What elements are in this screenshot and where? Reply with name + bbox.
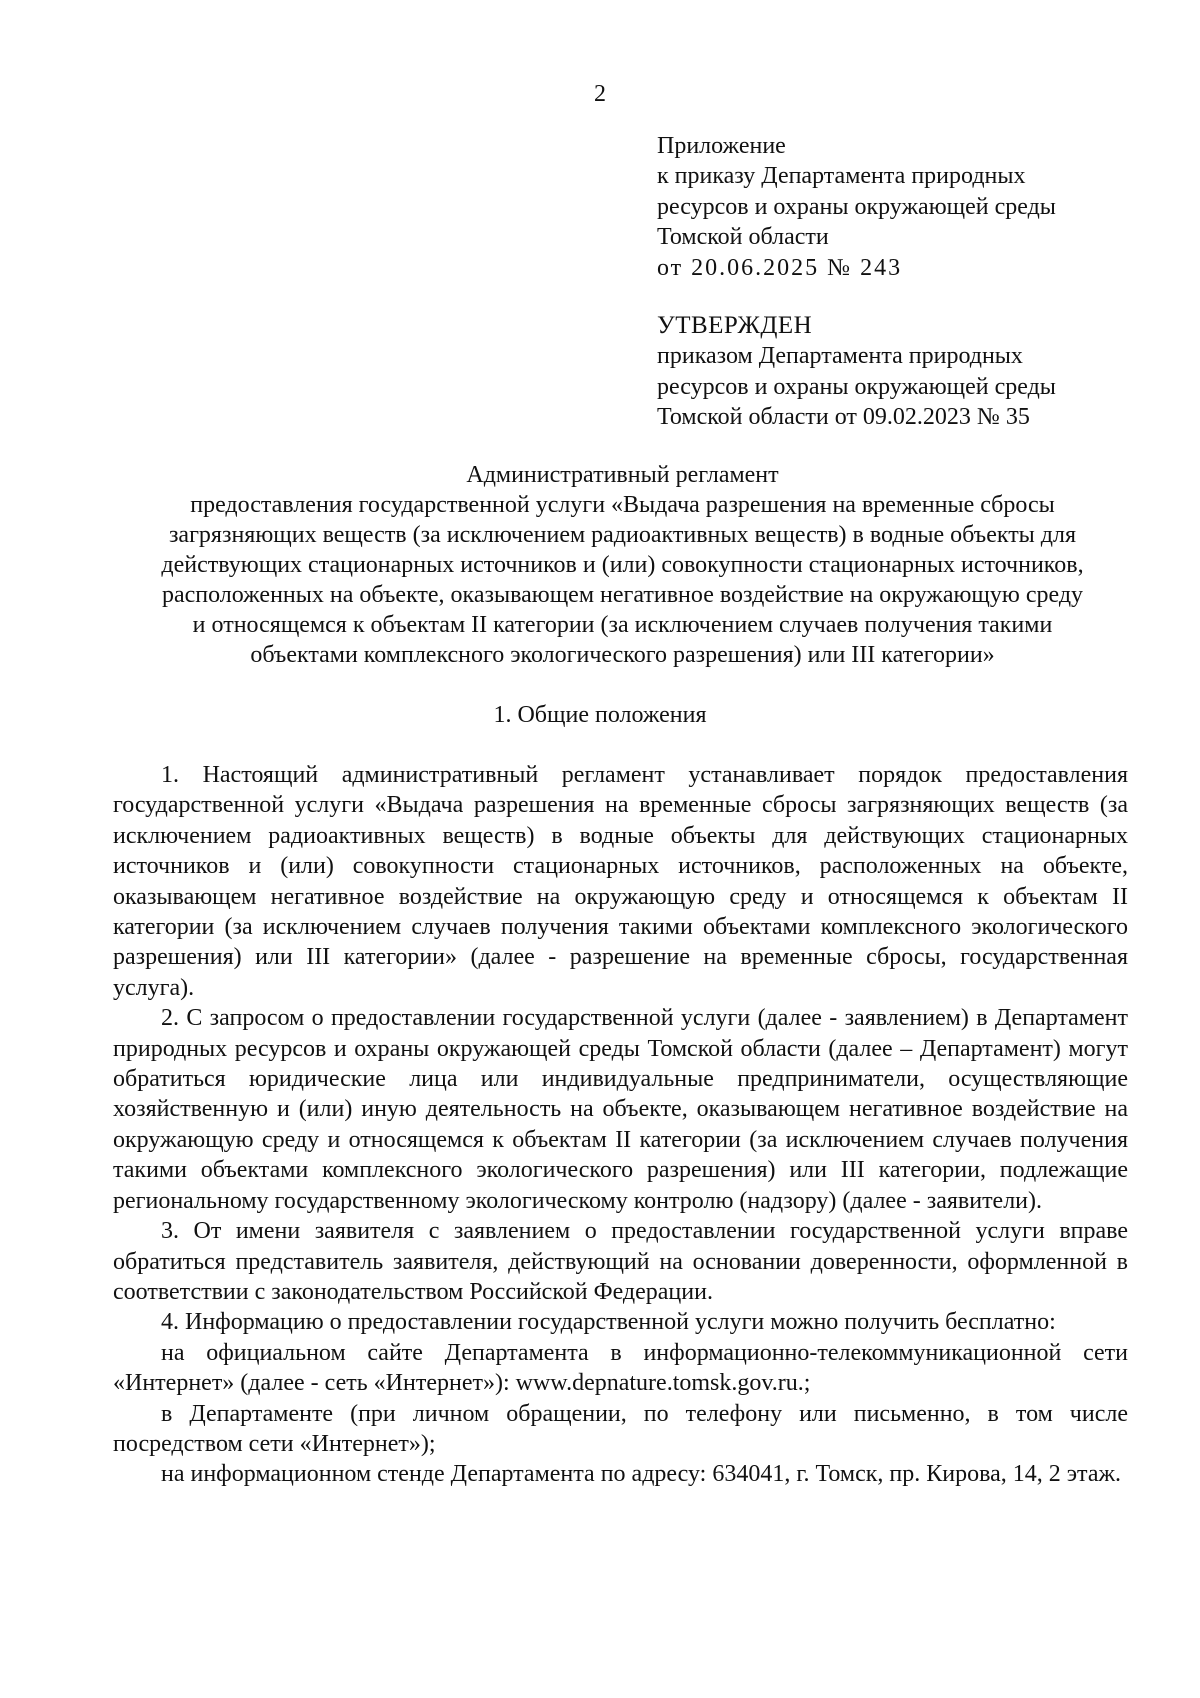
appendix-line: ресурсов и охраны окружающей среды [657, 193, 1056, 220]
approved-line: приказом Департамента природных [657, 343, 1023, 370]
paragraph: 4. Информацию о предоставлении государственной услуги можно получить бесплатно: [161, 1309, 1056, 1336]
approved-line: Томской области от 09.02.2023 № 35 [657, 404, 1030, 431]
title-line: Административный регламент [466, 462, 779, 488]
paragraph: 3. От имени заявителя с заявлением о предоставлении государственной услуги вправе обратиться представитель заявителя, действующий на основании доверенности, оформленной в соответствии с законодательством Российской Федерации. [113, 1218, 1128, 1305]
appendix-line: Томской области [657, 224, 829, 251]
paragraph: на информационном стенде Департамента по адресу: 634041, г. Томск, пр. Кирова, 14, 2 этаж. [161, 1461, 1122, 1488]
paragraph: в Департаменте (при личном обращении, по телефону или письменно, в том числе посредством сети «Интернет»); [113, 1400, 1128, 1457]
title-line: предоставления государственной услуги «Выдача разрешения на временные сбросы [190, 492, 1055, 518]
appendix-line: к приказу Департамента природных [657, 163, 1026, 190]
paragraph: 2. С запросом о предоставлении государственной услуги (далее - заявлением) в Департамент природных ресурсов и охраны окружающей среды Томской области (далее – Департамент) могут обратиться юридические лица или индивидуальные предприниматели, осуществляющие хозяйственную и (или) иную деятельность на объекте, оказывающем негативное воздействие на окружающую среду и относящемся к объектам II категории (за исключением случаев получения такими объектами комплексного экологического разрешения) или III категории, подлежащие региональному государственному экологическому контролю (надзору) (далее - заявители). [113, 1005, 1128, 1214]
appendix-title: Приложение [657, 133, 786, 159]
appendix-block [657, 131, 1127, 283]
approved-heading: УТВЕРЖДЕН [657, 312, 813, 339]
section-heading: 1. Общие положения [493, 702, 707, 728]
paragraph: на официальном сайте Департамента в информационно-телекоммуникационной сети «Интернет» (далее - сеть «Интернет»): www.depnature.tomsk.gov.ru.; [113, 1339, 1128, 1397]
title-line: действующих стационарных источников и (или) совокупности стационарных источников, [161, 552, 1084, 578]
title-line: и относящемся к объектам II категории (за исключением случаев получения такими [192, 612, 1053, 638]
page-number: 2 [594, 81, 606, 107]
title-line: загрязняющих веществ (за исключением радиоактивных веществ) в водные объекты для [168, 522, 1077, 548]
appendix-date: от 20.06.2025 № 243 [657, 254, 903, 281]
document-title [100, 460, 1145, 670]
approved-line: ресурсов и охраны окружающей среды [657, 373, 1056, 400]
paragraph: 1. Настоящий административный регламент устанавливает порядок предоставления государственной услуги «Выдача разрешения на временные сбросы загрязняющих веществ (за исключением радиоактивных веществ) в водные объекты для действующих стационарных источников и (или) совокупности стационарных источников, расположенных на объекте, оказывающем негативное воздействие на окружающую среду и относящемся к объектам II категории (за исключением случаев получения такими объектами комплексного экологического разрешения) или III категории» (далее - разрешение на временные сбросы, государственная услуга). [113, 762, 1128, 1001]
approved-block [657, 311, 1127, 433]
body-text [113, 760, 1128, 1490]
title-line: расположенных на объекте, оказывающем негативное воздействие на окружающую среду [161, 582, 1084, 608]
title-line: объектами комплексного экологического разрешения) или III категории» [250, 642, 995, 668]
